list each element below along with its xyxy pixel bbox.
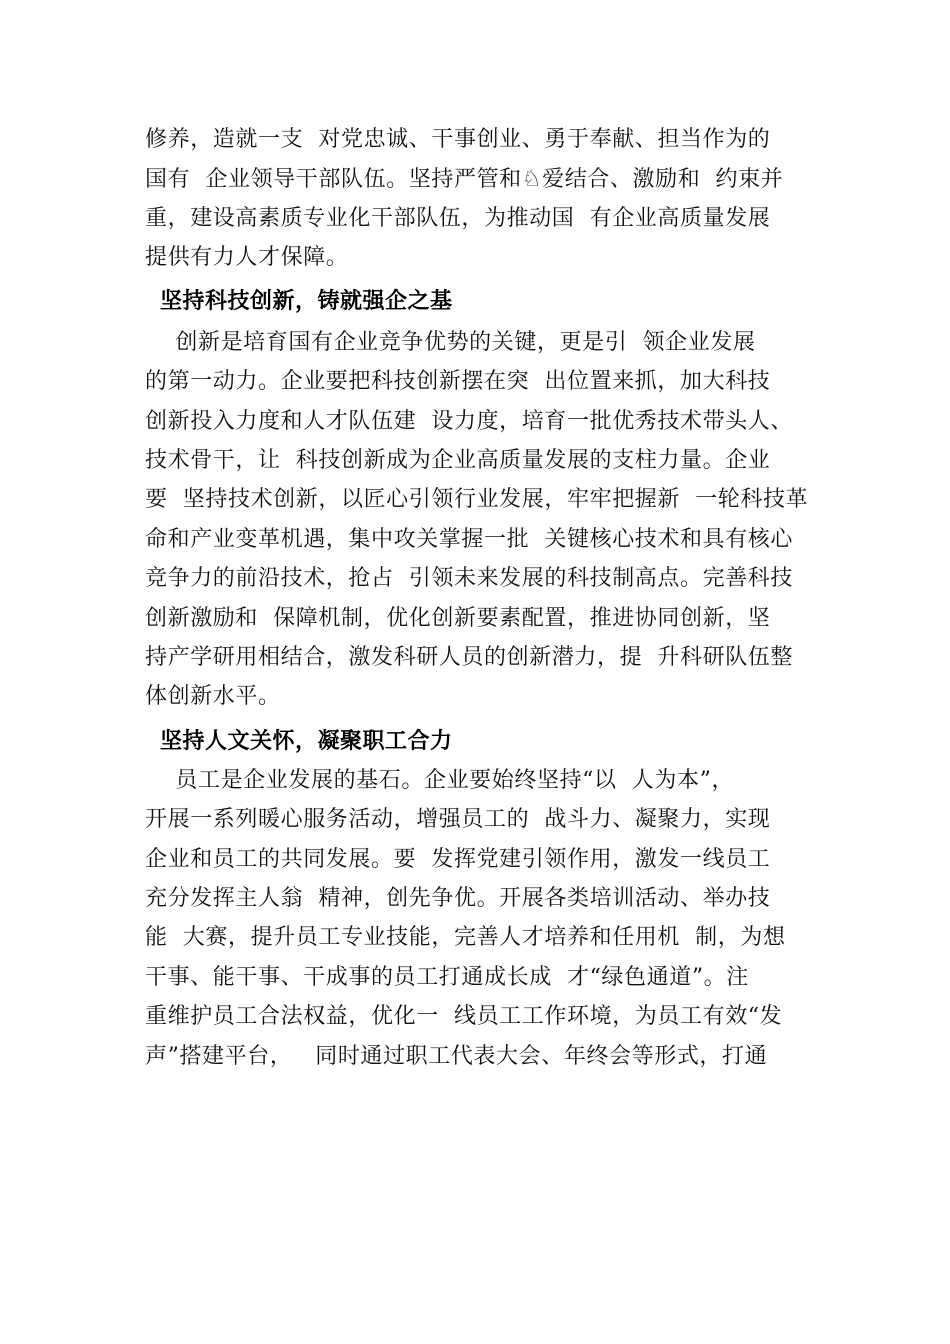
paragraph-line: 国有 企业领导干部队伍。坚持严管和♘爱结合、激励和 约束并: [145, 167, 784, 192]
paragraph-line: 充分发挥主人翁 精神，创先争优。开展各类培训活动、举办技: [145, 886, 771, 911]
paragraph-line: 命和产业变革机遇，集中攻关掌握一批 关键核心技术和具有核心: [145, 527, 793, 552]
paragraph-line: 持产学研用相结合，激发科研人员的创新潜力，提 升科研队伍整: [145, 645, 793, 670]
paragraph-line: 创新激励和 保障机制，优化创新要素配置，推进协同创新，坚: [145, 606, 771, 631]
paragraph-line: 提供有力人才保障。: [145, 245, 349, 270]
paragraph-line: 重，建设高素质专业化干部队伍，为推动国 有企业高质量发展: [145, 206, 771, 231]
paragraph-line: 声”搭建平台， 同时通过职工代表大会、年终会等形式，打通: [145, 1044, 768, 1069]
paragraph-line: 重维护员工合法权益，优化一 线员工工作环境，为员工有效“发: [145, 1004, 783, 1029]
paragraph-line: 竞争力的前沿技术，抢占 引领未来发展的科技制高点。完善科技: [145, 566, 793, 591]
paragraph-line: 技术骨干，让 科技创新成为企业高质量发展的支柱力量。企业: [145, 448, 771, 473]
paragraph-line: 修养，造就一支 对党忠诚、干事创业、勇于奉献、担当作为的: [145, 127, 771, 152]
paragraph-line: 的第一动力。企业要把科技创新摆在突 出位置来抓，加大科技: [145, 369, 771, 394]
paragraph-line: 开展一系列暖心服务活动，增强员工的 战斗力、凝聚力，实现: [145, 807, 771, 832]
section-heading-humanistic-care: 坚持人文关怀，凝聚职工合力: [160, 729, 453, 754]
paragraph-line: 干事、能干事、干成事的员工打通成长成 才“绿色通道”。注: [145, 965, 749, 990]
paragraph-line: 员工是企业发展的基石。企业要始终坚持“以 人为本”，: [145, 768, 735, 793]
paragraph-line: 体创新水平。: [145, 684, 281, 709]
section-heading-tech-innovation: 坚持科技创新，铸就强企之基: [160, 289, 453, 314]
paragraph-line: 要 坚持技术创新，以匠心引领行业发展，牢牢把握新 一轮科技革: [145, 487, 809, 512]
paragraph-line: 企业和员工的共同发展。要 发挥党建引领作用，激发一线员工: [145, 847, 771, 872]
paragraph-line: 创新投入力度和人才队伍建 设力度，培育一批优秀技术带头人、: [145, 409, 793, 434]
paragraph-line: 创新是培育国有企业竞争优势的关键，更是引 领企业发展: [145, 330, 756, 355]
paragraph-line: 能 大赛，提升员工专业技能，完善人才培养和任用机 制，为想: [145, 925, 786, 950]
